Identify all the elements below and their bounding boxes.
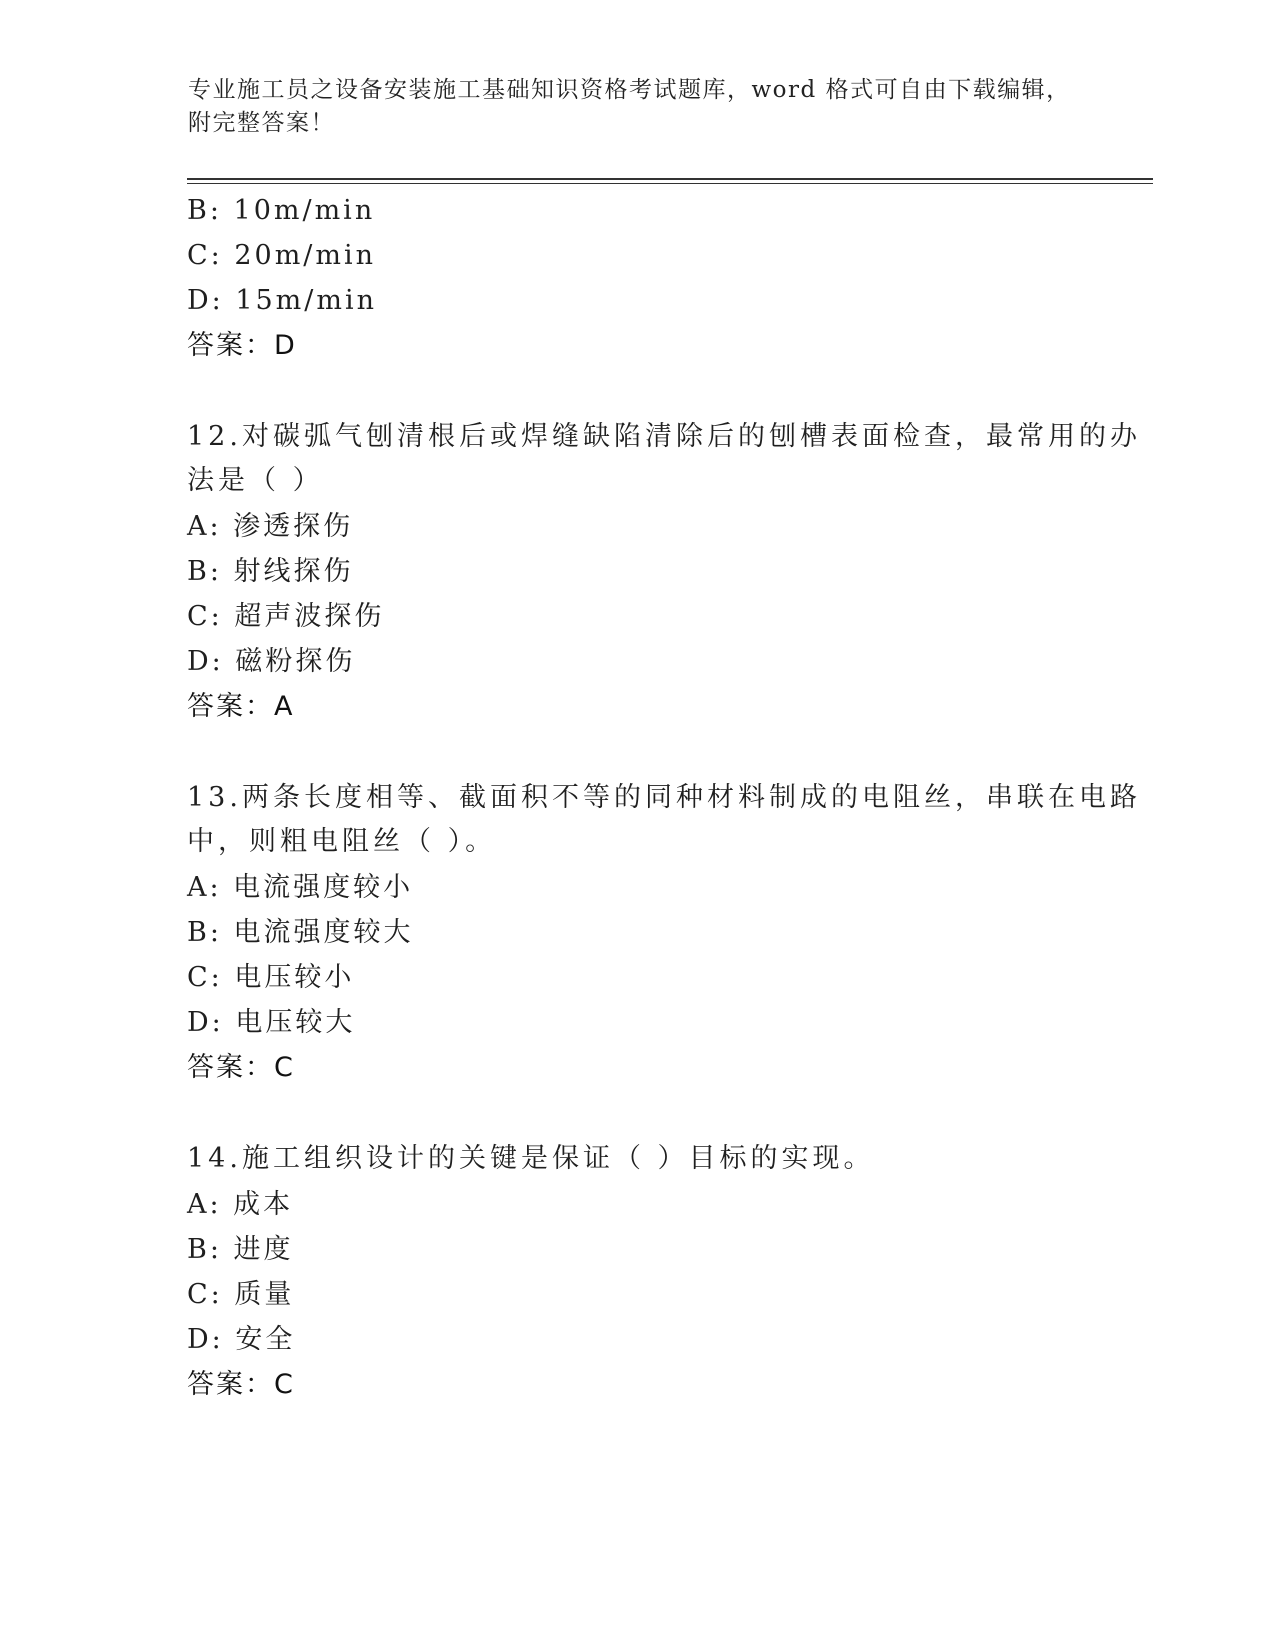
q13-option-c: C: 电压较小	[187, 962, 355, 993]
q12-question-line-2: 法是（ ）	[187, 465, 324, 496]
q11-option-b: B: 10m/min	[187, 195, 376, 226]
q13-option-d: D: 电压较大	[187, 1007, 356, 1038]
q14-option-c: C: 质量	[187, 1279, 295, 1310]
q11-answer: 答案：D	[187, 330, 297, 361]
header-line-1: 专业施工员之设备安装施工基础知识资格考试题库，word 格式可自由下载编辑，	[188, 77, 1071, 103]
q11-option-d: D: 15m/min	[187, 285, 378, 316]
q14-option-a: A: 成本	[187, 1189, 294, 1220]
header-rule-thick	[187, 178, 1153, 180]
q14-option-d: D: 安全	[187, 1324, 296, 1355]
q14-question-line-1: 14.施工组织设计的关键是保证（ ）目标的实现。	[187, 1143, 875, 1174]
q13-question-line-2: 中，则粗电阻丝（ ）。	[187, 826, 497, 857]
q12-option-a: A: 渗透探伤	[187, 511, 354, 542]
q13-option-b: B: 电流强度较大	[187, 917, 414, 948]
q12-option-c: C: 超声波探伤	[187, 601, 385, 632]
q12-question-line-1: 12.对碳弧气刨清根后或焊缝缺陷清除后的刨槽表面检查，最常用的办	[187, 421, 1141, 452]
q11-option-c: C: 20m/min	[187, 240, 377, 271]
q14-option-b: B: 进度	[187, 1234, 294, 1265]
q12-option-b: B: 射线探伤	[187, 556, 354, 587]
document-header	[188, 74, 1088, 140]
q13-option-a: A: 电流强度较小	[187, 872, 414, 903]
header-line-2: 附完整答案！	[188, 110, 335, 136]
q12-option-d: D: 磁粉探伤	[187, 646, 356, 677]
q12-answer: 答案：A	[187, 691, 295, 722]
q13-question-line-1: 13.两条长度相等、截面积不等的同种材料制成的电阻丝，串联在电路	[187, 782, 1141, 813]
q13-answer: 答案：C	[187, 1052, 295, 1083]
q14-answer: 答案：C	[187, 1369, 295, 1400]
header-rule-thin	[187, 183, 1153, 184]
